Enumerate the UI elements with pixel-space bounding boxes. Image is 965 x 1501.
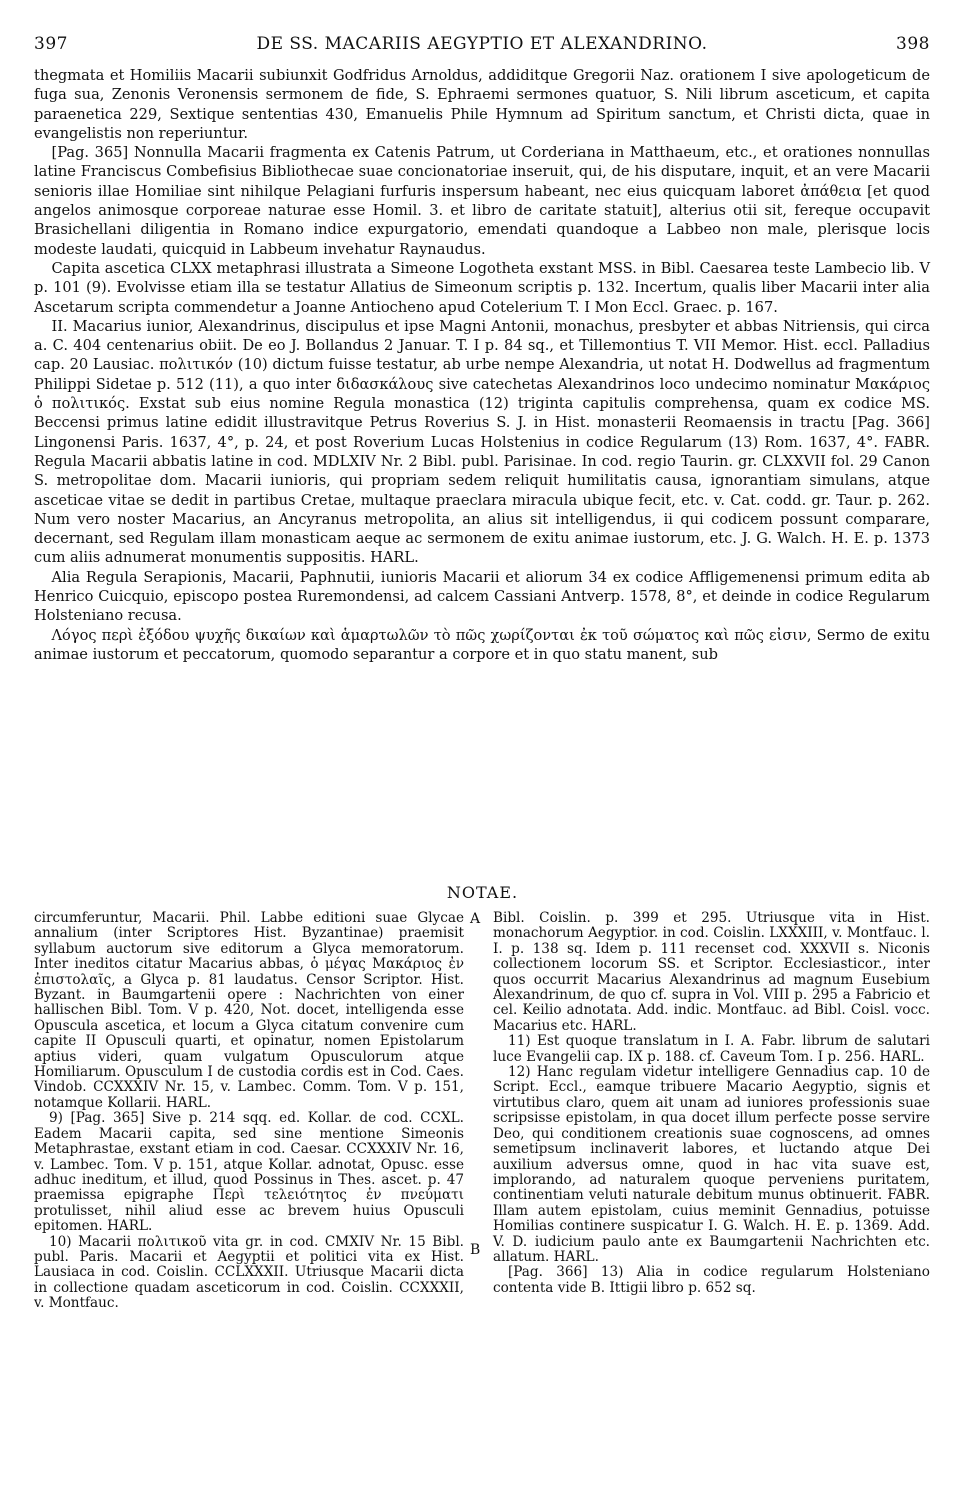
page-number-right: 398 [896, 34, 930, 54]
note-right-1: Bibl. Coislin. p. 399 et 295. Utriusque vita in Hist. monachorum Aegyptior. in cod. Coislin. LXXXIII, v. Montfauc. l. I. p. 138 sq. Idem p. 111 recenset cod. XXXVII s. Niconis collectionem locorum SS. et Scriptor. Ecclesiasticor., inter quos occurrit Macarius Alexandrinus ad magnum Eusebium Alexandrinum, de quo cf. supra in Vol. VIII p. 295 a Fabricio et cel. Keilio adnotata. Add. indic. Montfauc. ad Bibl. Coisl. vocc. Macarius etc. HARL. [493, 910, 930, 1034]
note-left-1: circumferuntur, Macarii. Phil. Labbe editioni suae Glycae annalium (inter Scriptores Hist. Byzantinae) praemisit syllabum auctorum sive editorum a Glyca memoratorum. Inter ineditos citatur Macarius abbas, ὁ μέγας Μακάριος ἐν ἐπιστολαῖς, a Glyca p. 81 laudatus. Censor Scriptor. Hist. Byzant. in Baumgartenii opere : Nachrichten von einer hallischen Bibl. Tom. V p. 420, Not. docet, intelligenda esse Opuscula ascetica, et locum a Glyca citatum convenire cum capite II Opusculi quarti, et opinatur, nomen Epistolarum aptius videri, quam vulgatum Opusculorum atque Homiliarum. Opusculum I de custodia cordis est in Cod. Caes. Vindob. CCXXXIV Nr. 15, v. Lambec. Comm. Tom. V p. 151, notamque Kollarii. HARL. [34, 910, 464, 1111]
paragraph-3: Capita ascetica CLXX metaphrasi illustrata a Simeone Logotheta exstant MSS. in Bibl. Caesarea teste Lambecio lib. V p. 101 (9). Evolvisse etiam illa se testatur Allatius de Simeonum scriptis p. 132. Incertum, qualis liber Macarii inter alia Ascetarum scripta commendetur a Joanne Antiocheno apud Cotelerium T. I Mon Eccl. Graec. p. 167. [34, 259, 930, 316]
paragraph-5: Alia Regula Serapionis, Macarii, Paphnutii, iunioris Macarii et aliorum 34 ex codice Affligemenensi primum edita ab Henrico Cuicquio, episcopo postea Ruremondensi, ad calcem Cassiani Antverp. 1578, 8°, et deinde in codice Regularum Holsteniano recusa. [34, 568, 930, 625]
notes-left-column [34, 911, 464, 1312]
column-marker-b: B [470, 1242, 481, 1258]
note-13: [Pag. 366] 13) Alia in codice regularum Holsteniano contenta vide B. Ittigii libro p. 652 sq. [493, 1264, 930, 1296]
note-11: 11) Est quoque translatum in I. A. Fabr. librum de salutari luce Evangelii cap. IX p. 188. cf. Caveum Tom. I p. 256. HARL. [493, 1033, 930, 1065]
paragraph-1: thegmata et Homiliis Macarii subiunxit Godfridus Arnoldus, addiditque Gregorii Naz. orationem I sive apologeticum de fuga sua, Zenonis Veronensis sermonem de fide, S. Ephraemi sermones quatuor, S. Nili librum asceticum, et capita paraenetica 229, Sextique sententias 430, Emanuelis Phile Hymnum ad Spiritum sanctum, et Christi dicta, quae in evangelistis non reperiuntur. [34, 67, 930, 142]
notes-right-column [493, 911, 930, 1296]
notes-heading: NOTAE. [446, 883, 519, 902]
note-12: 12) Hanc regulam videtur intelligere Gennadius cap. 10 de Script. Eccl., eamque tribuere Macario Aegyptio, signis et virtutibus claro, quem ait unam ad iuniores professionis suae scripsisse epistolam, in qua docet illum perfecte posse servire Deo, qui conditionem creationis suae cognoscens, ad omnes semetipsum inclinaverit labores, et luctando atque Dei auxilium adversus omne, quod in hac vita suave est, implorando, ad naturalem quoque perveniens puritatem, continentiam veluti naturale debitum munus obtinuerit. FABR. Illam autem epistolam, cuius meminit Gennadius, potuisse Homilias continere suspicatur I. G. Walch. H. E. p. 1369. Add. V. D. iudicium paulo ante ex Baumgartenii Nachrichten etc. allatum. HARL. [493, 1064, 930, 1265]
note-10: 10) Macarii πολιτικοῦ vita gr. in cod. CMXIV Nr. 15 Bibl. publ. Paris. Macarii et Aegyptii et politici vita ex Hist. Lausiaca in cod. Coislin. CCLXXXII. Utriusque Macarii dicta in collectione quadam asceticorum in cod. Coislin. CCXXXII, v. Montfauc. [34, 1233, 464, 1312]
running-head-title: DE SS. MACARIIS AEGYPTIO ET ALEXANDRINO. [256, 34, 708, 54]
page-number-left: 397 [34, 34, 68, 54]
paragraph-6: Λόγος περὶ ἐξόδου ψυχῆς δικαίων καὶ ἁμαρτωλῶν τὸ πῶς χωρίζονται ἐκ τοῦ σώματος καὶ πῶς εἰσιν, Sermo de exitu animae iustorum et peccatorum, quomodo separantur a corpore et in quo statu manent, sub [34, 626, 930, 663]
main-text [34, 66, 930, 664]
running-header [34, 34, 930, 58]
note-9: 9) [Pag. 365] Sive p. 214 sqq. ed. Kollar. de cod. CCXL. Eadem Macarii capita, sed sine mentione Simeonis Metaphrastae, exstant etiam in cod. Caesar. CCXXXIV Nr. 16, v. Lambec. Tom. V p. 151, atque Kollar. adnotat, Opusc. esse adhuc ineditum, et illud, quod Possinus in Thes. ascet. p. 47 praemissa epigraphe Περὶ τελειότητος ἐν πνεύματι protulisset, nihil aliud esse ac brevem huius Opusculi epitomen. HARL. [34, 1110, 464, 1235]
paragraph-4: II. Macarius iunior, Alexandrinus, discipulus et ipse Magni Antonii, monachus, presbyter et abbas Nitriensis, qui circa a. C. 404 centenarius obiit. De eo J. Bollandus 2 Januar. T. I p. 84 sq., et Tillemontius T. VII Memor. Hist. eccl. Palladius cap. 20 Lausiac. πολιτικόν (10) dictum fuisse testatur, ab urbe nempe Alexandria, ut notat H. Dodwellus ad fragmentum Philippi Sidetae p. 512 (11), a quo inter διδασκάλους sive catechetas Alexandrinos loco undecimo nominatur Μακάριος ὁ πολιτικός. Exstat sub eius nomine Regula monastica (12) triginta capitulis comprehensa, quam ex codice MS. Beccensi primus latine edidit illustravitque Petrus Roverius S. J. in Hist. monasterii Reomaensis in tractu [Pag. 366] Lingonensi Paris. 1637, 4°, p. 24, et post Roverium Lucas Holstenius in codice Regularum (13) Rom. 1637, 4°. FABR. Regula Macarii abbatis latine in cod. MDLXIV Nr. 2 Bibl. publ. Parisinae. In cod. regio Taurin. gr. CLXXVII fol. 29 Canon S. metropolitae dom. Macarii iunioris, qui propriam sedem reliquit humilitatis causa, ignorantiam simulans, atque asceticae vitae se dedit in partibus Cretae, multaque praeclara miracula ubique fecit, etc. v. Cat. codd. gr. Taur. p. 262. Num vero noster Macarius, an Ancyranus metropolita, an alius sit intelligendus, ii qui codicem possunt comparare, decernant, sed Regulam illam monasticam aeque ac sermonem de exitu animae iustorum, etc. J. G. Walch. H. E. p. 1373 cum aliis adnumerat monumentis suppositis. HARL. [34, 317, 930, 567]
paragraph-2: [Pag. 365] Nonnulla Macarii fragmenta ex Catenis Patrum, ut Corderiana in Matthaeum, etc., et orationes nonnullas latine Franciscus Combefisius Bibliothecae suae concionatoriae inseruit, qui, de his disputare, inquit, et an vere Macarii senioris illae Homiliae sint nihilque Pelagiani furfuris inspersum habeant, nec eius quicquam laboret ἀπάθεια [et quod angelos animosque corporeae naturae esse Homil. 3. et libro de caritate statuit], alterius otii sit, fereque occupavit Brasichellani diligentia in Romano indice expurgatorio, emendati quandoque a Labbeo non male, plerisque locis modeste laudati, quicquid in Labbeum invehatur Raynaudus. [34, 144, 930, 258]
column-marker-a: A [470, 911, 481, 927]
